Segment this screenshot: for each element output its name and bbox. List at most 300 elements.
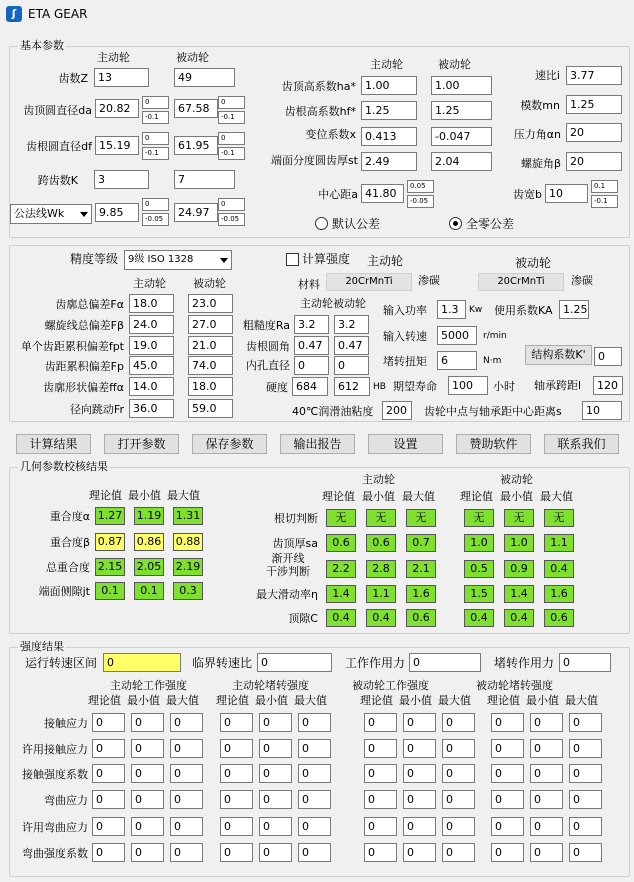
gear-bearing-distance-input[interactable]: 10 [582,401,622,420]
deviation-driven-input[interactable]: 59.0 [188,399,233,418]
strength-value-input[interactable]: 0 [220,843,253,862]
tip-tol-lower-2[interactable]: -0.1 [218,111,245,124]
strength-value-input[interactable]: 0 [131,713,164,732]
strength-value-input[interactable]: 0 [403,843,436,862]
roughness-label: 粗糙度Ra [242,319,290,332]
input-power-unit: Kw [469,305,483,315]
speed-range-input[interactable]: 0 [103,653,181,672]
wk-select-value: 公法线Wk [14,207,65,220]
strength-col-header: 最小值 [526,694,559,707]
strength-value-input[interactable]: 0 [491,817,524,836]
geom-driving-cell: 0.7 [406,534,436,552]
geom-col-header-driven: 最小值 [500,490,533,503]
strength-value-input[interactable]: 0 [442,764,475,783]
strength-value-input[interactable]: 0 [442,790,475,809]
title-bar [0,0,634,28]
radio-default-tolerance[interactable] [315,217,328,230]
geom-right-row-label: 齿顶厚sa [272,537,318,550]
structure-factor-button[interactable]: 结构系数K' [525,345,592,365]
ha-label: 齿顶高系数ha* [281,80,356,93]
strength-value-input[interactable]: 0 [131,817,164,836]
material-driving-field[interactable]: 20CrMnTi [326,273,412,291]
strength-value-input[interactable]: 0 [491,739,524,758]
strength-group-header: 被动轮堵转强度 [476,679,553,692]
strength-value-input[interactable]: 0 [364,764,397,783]
geom-row-label: 端面侧隙jt [38,585,90,598]
expected-life-input[interactable]: 100 [448,376,488,395]
module-input[interactable]: 1.25 [566,95,622,114]
root-dia-driven-input[interactable]: 61.95 [174,136,218,155]
input-speed-input[interactable]: 5000 [437,326,477,345]
strength-value-input[interactable]: 0 [92,739,125,758]
strength-col-header: 最小值 [255,694,288,707]
strength-value-input[interactable]: 0 [491,790,524,809]
strength-value-input[interactable]: 0 [92,817,125,836]
strength-row-label: 接触应力 [44,717,88,730]
work-force-input[interactable]: 0 [409,653,481,672]
strength-value-input[interactable]: 0 [530,764,563,783]
strength-value-input[interactable]: 0 [442,817,475,836]
tip-tol-upper-2[interactable]: 0 [218,96,245,109]
strength-row-label: 许用弯曲应力 [22,821,88,834]
strength-value-input[interactable]: 0 [259,764,292,783]
geom-driven-cell: 1.0 [504,534,534,552]
strength-col-header: 最小值 [399,694,432,707]
expected-life-label: 期望寿命 [393,380,437,393]
inner-bore-driving-input[interactable]: 0 [294,356,329,375]
geom-col-header: 最小值 [128,489,161,502]
face-width-label: 齿宽b [513,188,542,201]
root-tol-lower-1[interactable]: -0.1 [142,147,169,160]
geom-row-label: 总重合度 [46,561,90,574]
strength-value-input[interactable]: 0 [569,843,602,862]
wk-tol-upper-1[interactable]: 0 [142,198,169,211]
geom-row-label: 重合度β [49,536,90,549]
strength-value-input[interactable]: 0 [442,843,475,862]
stall-torque-input[interactable]: 6 [437,351,477,370]
geom-right-row-label: 渐开线 干涉判断 [266,552,310,578]
geom-header-driven: 被动轮 [500,473,533,486]
strength-value-input[interactable]: 0 [530,790,563,809]
strength-value-input[interactable]: 0 [569,764,602,783]
strength-value-input[interactable]: 0 [403,790,436,809]
geom-driving-cell: 1.6 [406,585,436,603]
strength-value-input[interactable]: 0 [259,843,292,862]
strength-value-input[interactable]: 0 [298,817,331,836]
app-logo-icon: ʃ [6,6,22,22]
geom-driven-cell: 1.4 [504,585,534,603]
geom-driving-cell: 0.6 [406,609,436,627]
action-button[interactable]: 打开参数 [104,434,179,454]
deviation-driven-input[interactable]: 21.0 [188,336,233,355]
root-dia-driving-input[interactable]: 15.19 [95,136,139,155]
geom-driving-cell: 无 [326,509,356,527]
strength-value-input[interactable]: 0 [364,817,397,836]
stall-torque-label: 堵转扭矩 [383,355,427,368]
span-teeth-driven-input[interactable]: 7 [174,170,235,189]
strength-value-input[interactable]: 0 [403,739,436,758]
wk-driven-input[interactable]: 24.97 [174,203,218,222]
strength-value-input[interactable]: 0 [220,713,253,732]
geom-driven-cell: 无 [504,509,534,527]
geom-driven-cell: 0.4 [544,560,574,578]
geom-driven-cell: 0.5 [464,560,494,578]
center-distance-label: 中心距a [318,188,358,201]
strength-value-input[interactable]: 0 [364,790,397,809]
face-width-input[interactable]: 10 [545,184,588,203]
root-tol-upper-2[interactable]: 0 [218,132,245,145]
strength-col-header: 理论值 [88,694,121,707]
hardness-driving-input[interactable]: 684 [292,377,328,396]
root-tol-upper-1[interactable]: 0 [142,132,169,145]
basic-header-driven: 被动轮 [176,51,209,64]
precision-grade-select[interactable] [124,250,232,270]
deviation-driven-input[interactable]: 18.0 [188,377,233,396]
geom-driving-cell: 0.6 [326,534,356,552]
strength-col-header: 最大值 [438,694,471,707]
strength-value-input[interactable]: 0 [298,739,331,758]
bearing-span-label: 轴承跨距l [534,379,582,392]
inner-bore-driven-input[interactable]: 0 [334,356,369,375]
strength-value-input[interactable]: 0 [220,739,253,758]
geom-driven-cell: 0.9 [504,560,534,578]
strength-value-input[interactable]: 0 [92,790,125,809]
geom-result-cell: 0.1 [95,582,125,600]
span-teeth-label: 跨齿数K [37,174,78,187]
shift-coef-driven-input[interactable]: -0.047 [431,127,492,146]
helix-angle-input[interactable]: 20 [566,152,622,171]
action-button[interactable]: 赞助软件 [456,434,531,454]
strength-value-input[interactable]: 0 [259,817,292,836]
deviation-label: 齿廓总偏差Fα [55,298,124,311]
chevron-down-icon [220,258,228,263]
strength-value-input[interactable]: 0 [170,713,203,732]
input-speed-label: 输入转速 [383,330,427,343]
strength-value-input[interactable]: 0 [92,764,125,783]
teeth-label: 齿数Z [58,72,88,85]
stall-force-input[interactable]: 0 [559,653,611,672]
geom-col-header-driving: 最大值 [402,490,435,503]
geom-driving-cell: 无 [406,509,436,527]
strength-value-input[interactable]: 0 [442,739,475,758]
geom-result-cell: 0.88 [173,533,203,551]
material-header-driving: 主动轮 [367,254,404,268]
root-fillet-driven-input[interactable]: 0.47 [334,336,369,355]
geom-header-driving: 主动轮 [362,473,395,486]
geom-driven-cell: 0.4 [504,609,534,627]
oil-viscosity-input[interactable]: 200 [382,401,412,420]
strength-value-input[interactable]: 0 [569,817,602,836]
shift-coef-driving-input[interactable]: 0.413 [361,127,417,146]
hardness-driven-input[interactable]: 612 [334,377,370,396]
wk-tol-lower-2[interactable]: -0.05 [218,213,245,226]
geom-result-cell: 1.19 [134,507,164,525]
geom-driving-cell: 0.6 [366,534,396,552]
deviation-driving-input[interactable]: 36.0 [129,399,174,418]
strength-value-input[interactable]: 0 [364,739,397,758]
input-power-label: 输入功率 [383,304,427,317]
action-button[interactable]: 设置 [368,434,443,454]
strength-value-input[interactable]: 0 [530,817,563,836]
strength-row-label: 许用接触应力 [22,743,88,756]
strength-value-input[interactable]: 0 [298,713,331,732]
action-button[interactable]: 保存参数 [192,434,267,454]
strength-value-input[interactable]: 0 [364,843,397,862]
hf-label: 齿根高系数hf* [284,105,356,118]
strength-value-input[interactable]: 0 [259,713,292,732]
tooth-thickness-driven-input[interactable]: 2.04 [431,152,492,171]
tooth-thickness-driving-input[interactable]: 2.49 [361,152,417,171]
geom-result-cell: 1.27 [95,507,125,525]
deviation-driven-input[interactable]: 74.0 [188,356,233,375]
geom-result-cell: 2.19 [173,558,203,576]
strength-col-header: 最大值 [565,694,598,707]
deviation-driven-input[interactable]: 27.0 [188,315,233,334]
roughness-driving-input[interactable]: 3.2 [294,315,329,334]
deviation-driven-input[interactable]: 23.0 [188,294,233,313]
strength-value-input[interactable]: 0 [530,739,563,758]
material-driven-process: 渗碳 [571,274,593,287]
structure-factor-input[interactable]: 0 [594,347,622,366]
center-distance-input[interactable]: 41.80 [361,184,404,203]
strength-value-input[interactable]: 0 [131,764,164,783]
ha-driven-input[interactable]: 1.00 [431,76,492,95]
material-driven-field[interactable]: 20CrMnTi [478,273,564,291]
strength-value-input[interactable]: 0 [491,764,524,783]
strength-col-header: 最小值 [127,694,160,707]
deviation-driving-input[interactable]: 14.0 [129,377,174,396]
geom-driven-cell: 无 [464,509,494,527]
geom-result-cell: 2.15 [95,558,125,576]
strength-value-input[interactable]: 0 [403,764,436,783]
radio-default-tolerance-label: 默认公差 [332,217,381,231]
chevron-down-icon [80,212,88,217]
basic-params-title: 基本参数 [20,39,64,52]
deviation-driving-input[interactable]: 45.0 [129,356,174,375]
helix-angle-label: 螺旋角β [520,157,561,170]
geom-driving-cell: 1.4 [326,585,356,603]
geom-col-header-driven: 理论值 [460,490,493,503]
strength-row-label: 弯曲强度系数 [22,847,88,860]
geom-driven-cell: 1.1 [544,534,574,552]
geometry-check-title: 几何参数校核结果 [20,460,108,473]
tip-tol-lower-1[interactable]: -0.1 [142,111,169,124]
tip-tol-upper-1[interactable]: 0 [142,96,169,109]
strength-value-input[interactable]: 0 [220,790,253,809]
tip-dia-driven-input[interactable]: 67.58 [174,99,218,118]
precision-grade-value: 9级 ISO 1328 [128,254,194,265]
hardness-label: 硬度 [266,381,288,394]
geom-driven-cell: 1.6 [544,585,574,603]
strength-value-input[interactable]: 0 [170,790,203,809]
speed-range-label: 运行转速区间 [25,656,98,670]
root-fillet-driving-input[interactable]: 0.47 [294,336,329,355]
action-button[interactable]: 计算结果 [16,434,91,454]
geom-driving-cell: 2.2 [326,560,356,578]
strength-value-input[interactable]: 0 [259,739,292,758]
strength-group-header: 主动轮工作强度 [110,679,187,692]
geom-driving-cell: 1.1 [366,585,396,603]
stall-torque-unit: N·m [483,356,502,366]
strength-value-input[interactable]: 0 [298,843,331,862]
strength-value-input[interactable]: 0 [569,713,602,732]
strength-value-input[interactable]: 0 [403,713,436,732]
center-tol-lower[interactable]: -0.05 [407,195,434,208]
strength-value-input[interactable]: 0 [170,739,203,758]
strength-title: 强度结果 [20,640,64,653]
wk-driving-input[interactable]: 9.85 [95,203,139,222]
wk-tol-lower-1[interactable]: -0.05 [142,213,169,226]
strength-group-header: 主动轮堵转强度 [232,679,309,692]
strength-value-input[interactable]: 0 [170,764,203,783]
strength-value-input[interactable]: 0 [92,843,125,862]
shift-coef-label: 变位系数x [305,128,356,141]
strength-value-input[interactable]: 0 [220,764,253,783]
material-header-driven: 被动轮 [515,256,552,270]
strength-value-input[interactable]: 0 [530,843,563,862]
strength-value-input[interactable]: 0 [298,790,331,809]
deviation-header-driving: 主动轮 [133,277,166,290]
deviation-driving-input[interactable]: 19.0 [129,336,174,355]
geom-col-header-driven: 最大值 [540,490,573,503]
calc-strength-label: 计算强度 [302,252,351,266]
window-title: ETA GEAR [28,7,88,21]
geom-result-cell: 1.31 [173,507,203,525]
strength-col-header: 理论值 [216,694,249,707]
geom-driving-cell: 0.4 [326,609,356,627]
critical-ratio-label: 临界转速比 [192,656,253,670]
geom-result-cell: 0.3 [173,582,203,600]
geom-right-row-label: 最大滑动率η [256,588,318,601]
pressure-angle-input[interactable]: 20 [566,123,622,142]
strength-value-input[interactable]: 0 [92,713,125,732]
ratio-label: 速比i [534,69,560,82]
strength-value-input[interactable]: 0 [259,790,292,809]
geom-driven-cell: 无 [544,509,574,527]
ratio-input[interactable]: 3.77 [566,66,622,85]
root-fillet-label: 齿根圆角 [246,340,290,353]
deviation-label: 径向跳动Fr [69,403,124,416]
geom-col-header: 最大值 [167,489,200,502]
tooth-thickness-label: 端面分度圆齿厚st [270,154,358,167]
geom-col-header-driving: 理论值 [322,490,355,503]
pressure-angle-label: 压力角αn [513,128,561,141]
width-tol-upper[interactable]: 0.1 [591,180,618,193]
strength-value-input[interactable]: 0 [131,843,164,862]
geom-result-cell: 2.05 [134,558,164,576]
strength-value-input[interactable]: 0 [403,817,436,836]
span-teeth-driving-input[interactable]: 3 [94,170,149,189]
strength-value-input[interactable]: 0 [298,764,331,783]
wk-tol-upper-2[interactable]: 0 [218,198,245,211]
surface-sub-header: 主动轮被动轮 [300,297,366,310]
tip-dia-driving-input[interactable]: 20.82 [95,99,139,118]
input-power-input[interactable]: 1.3 [437,300,466,319]
width-tol-lower[interactable]: -0.1 [591,195,618,208]
strength-value-input[interactable]: 0 [569,790,602,809]
ha-driving-input[interactable]: 1.00 [361,76,417,95]
strength-value-input[interactable]: 0 [131,739,164,758]
strength-value-input[interactable]: 0 [442,713,475,732]
geom-result-cell: 0.1 [134,582,164,600]
mid-header-driving: 主动轮 [370,58,403,71]
bearing-span-input[interactable]: 120 [593,376,623,395]
inner-bore-label: 内孔直径 [246,359,290,372]
work-force-label: 工作作用力 [345,656,406,670]
strength-col-header: 最大值 [294,694,327,707]
geom-driving-cell: 0.4 [366,609,396,627]
stall-force-label: 堵转作用力 [494,656,555,670]
root-dia-label: 齿根圆直径df [26,140,92,153]
geom-driving-cell: 2.1 [406,560,436,578]
oil-viscosity-label: 40℃润滑油粘度 [292,405,374,418]
teeth-driven-input[interactable]: 49 [174,68,235,87]
geom-driving-cell: 无 [366,509,396,527]
geom-col-header-driving: 最小值 [362,490,395,503]
geom-driven-cell: 0.4 [464,609,494,627]
wk-select[interactable] [10,204,92,224]
strength-col-header: 最大值 [166,694,199,707]
gear-bearing-distance-label: 齿轮中点与轴承距中心距离s [424,405,562,418]
basic-header-driving: 主动轮 [97,51,130,64]
hf-driven-input[interactable]: 1.25 [431,101,492,120]
geom-right-row-label: 根切判断 [274,512,318,525]
critical-ratio-input[interactable]: 0 [257,653,332,672]
material-label: 材料 [298,278,320,291]
strength-row-label: 弯曲应力 [44,794,88,807]
radio-allzero-tolerance[interactable] [449,217,462,230]
deviation-label: 齿廓形状偏差ffα [43,381,124,394]
action-button[interactable]: 输出报告 [280,434,355,454]
teeth-driving-input[interactable]: 13 [94,68,149,87]
geom-driving-cell: 2.8 [366,560,396,578]
deviation-driving-input[interactable]: 18.0 [129,294,174,313]
deviation-driving-input[interactable]: 24.0 [129,315,174,334]
precision-grade-label: 精度等级 [70,252,119,266]
strength-row-label: 接触强度系数 [22,768,88,781]
strength-value-input[interactable]: 0 [491,843,524,862]
deviation-header-driven: 被动轮 [193,277,226,290]
deviation-label: 螺旋线总偏差Fβ [44,319,124,332]
hardness-unit: HB [373,382,386,392]
geom-driven-cell: 1.0 [464,534,494,552]
strength-group-header: 被动轮工作强度 [352,679,429,692]
usage-factor-input[interactable]: 1.25 [559,300,589,319]
strength-value-input[interactable]: 0 [131,790,164,809]
material-driving-process: 渗碳 [418,274,440,287]
calc-strength-checkbox[interactable] [286,253,299,266]
strength-value-input[interactable]: 0 [491,713,524,732]
mid-header-driven: 被动轮 [438,58,471,71]
tip-dia-label: 齿顶圆直径da [23,104,92,117]
strength-value-input[interactable]: 0 [364,713,397,732]
strength-value-input[interactable]: 0 [530,713,563,732]
action-button[interactable]: 联系我们 [544,434,619,454]
center-tol-upper[interactable]: 0.05 [407,180,434,193]
root-tol-lower-2[interactable]: -0.1 [218,147,245,160]
radio-allzero-tolerance-label: 全零公差 [466,217,515,231]
usage-factor-label: 使用系数KA [494,304,553,317]
geom-result-cell: 0.86 [134,533,164,551]
strength-value-input[interactable]: 0 [220,817,253,836]
geom-right-row-label: 顶隙C [288,612,318,625]
strength-value-input[interactable]: 0 [170,817,203,836]
strength-value-input[interactable]: 0 [170,843,203,862]
roughness-driven-input[interactable]: 3.2 [334,315,369,334]
strength-col-header: 理论值 [360,694,393,707]
hf-driving-input[interactable]: 1.25 [361,101,417,120]
strength-value-input[interactable]: 0 [569,739,602,758]
